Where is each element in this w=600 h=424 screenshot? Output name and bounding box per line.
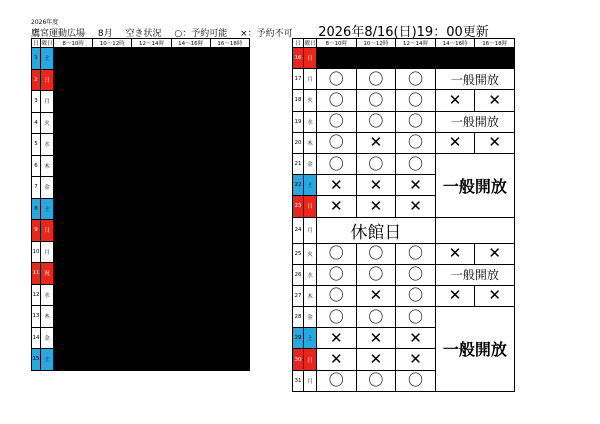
weekday-cell: 金 bbox=[41, 177, 54, 199]
slot-available: 〇 bbox=[396, 153, 436, 174]
table-row bbox=[32, 220, 250, 242]
fiscal-year-label: 2026年度 bbox=[31, 19, 59, 26]
day-cell: 7 bbox=[32, 177, 41, 199]
day-cell: 23 bbox=[293, 196, 304, 217]
slot-unavailable: ✕ bbox=[435, 285, 475, 306]
weekday-cell: 木 bbox=[41, 155, 54, 177]
weekday-cell: 月 bbox=[41, 241, 54, 263]
weekday-cell: 土 bbox=[41, 48, 54, 70]
day-cell: 5 bbox=[32, 134, 41, 156]
weekday-cell: 日 bbox=[41, 69, 54, 91]
weekday-cell: 水 bbox=[41, 134, 54, 156]
slot-unavailable: ✕ bbox=[435, 132, 475, 153]
updated-timestamp: 2026年8/16(日)19：00更新 bbox=[318, 25, 489, 40]
general-open-cell: 一般開放 bbox=[435, 69, 514, 90]
table-row bbox=[293, 153, 515, 174]
weekday-cell: 水 bbox=[41, 284, 54, 306]
blocked-cell bbox=[54, 198, 250, 220]
weekday-cell: 木 bbox=[304, 285, 317, 306]
slot-unavailable: ✕ bbox=[356, 132, 396, 153]
day-cell: 24 bbox=[293, 217, 304, 243]
day-cell: 3 bbox=[32, 91, 41, 113]
slot-available: 〇 bbox=[317, 264, 357, 285]
slot-unavailable: ✕ bbox=[317, 196, 357, 217]
table-row bbox=[32, 241, 250, 263]
slot-unavailable: ✕ bbox=[317, 328, 357, 349]
general-open-cell: 一般開放 bbox=[435, 307, 514, 392]
weekday-cell: 月 bbox=[304, 217, 317, 243]
day-cell: 6 bbox=[32, 155, 41, 177]
col-header-slot: 12～14時 bbox=[132, 39, 171, 48]
weekday-cell: 月 bbox=[41, 91, 54, 113]
weekday-cell: 土 bbox=[304, 175, 317, 196]
day-cell: 22 bbox=[293, 175, 304, 196]
availability-table-second-half bbox=[292, 38, 515, 392]
slot-unavailable: ✕ bbox=[396, 349, 436, 370]
weekday-cell: 水 bbox=[304, 111, 317, 132]
slot-unavailable: ✕ bbox=[356, 285, 396, 306]
blocked-cell bbox=[54, 263, 250, 285]
slot-available: 〇 bbox=[356, 370, 396, 391]
slot-available: 〇 bbox=[396, 111, 436, 132]
table-row bbox=[32, 284, 250, 306]
table-row bbox=[32, 327, 250, 349]
status-title: 空き状況 bbox=[125, 29, 162, 39]
weekday-cell: 火 bbox=[41, 112, 54, 134]
day-cell: 9 bbox=[32, 220, 41, 242]
slot-available: 〇 bbox=[356, 307, 396, 328]
table-row bbox=[293, 90, 515, 111]
slot-unavailable: ✕ bbox=[356, 349, 396, 370]
slot-available: 〇 bbox=[396, 90, 436, 111]
blocked-cell bbox=[54, 284, 250, 306]
availability-table-first-half bbox=[31, 38, 250, 371]
blocked-cell bbox=[54, 220, 250, 242]
blocked-cell bbox=[54, 327, 250, 349]
general-open-cell: 一般開放 bbox=[435, 111, 514, 132]
blocked-cell bbox=[54, 155, 250, 177]
blocked-cell bbox=[54, 91, 250, 113]
empty-cell bbox=[435, 217, 514, 243]
day-cell: 4 bbox=[32, 112, 41, 134]
col-header-slot: 10～12時 bbox=[93, 39, 132, 48]
weekday-cell: 木 bbox=[41, 306, 54, 328]
weekday-cell: 土 bbox=[304, 328, 317, 349]
slot-available: 〇 bbox=[356, 90, 396, 111]
day-cell: 13 bbox=[32, 306, 41, 328]
table-row bbox=[32, 306, 250, 328]
slot-unavailable: ✕ bbox=[475, 243, 515, 264]
table-row bbox=[32, 91, 250, 113]
facility-name: 鷹宮運動広場 bbox=[31, 29, 86, 39]
blocked-cell bbox=[54, 241, 250, 263]
slot-available: 〇 bbox=[356, 69, 396, 90]
blocked-cell bbox=[54, 306, 250, 328]
blocked-cell bbox=[54, 349, 250, 371]
slot-available: 〇 bbox=[356, 243, 396, 264]
table-row bbox=[32, 177, 250, 199]
col-header-slot: 10～12時 bbox=[356, 39, 396, 48]
table-row bbox=[293, 243, 515, 264]
blocked-cell bbox=[54, 112, 250, 134]
weekday-cell: 月 bbox=[304, 370, 317, 391]
legend-available: ○：予約可能 bbox=[174, 29, 228, 39]
slot-available: 〇 bbox=[317, 132, 357, 153]
slot-unavailable: ✕ bbox=[475, 90, 515, 111]
day-cell: 27 bbox=[293, 285, 304, 306]
month-label: 8月 bbox=[97, 29, 113, 39]
day-cell: 21 bbox=[293, 153, 304, 174]
slot-available: 〇 bbox=[317, 243, 357, 264]
slot-unavailable: ✕ bbox=[435, 243, 475, 264]
table-row bbox=[32, 198, 250, 220]
weekday-cell: 月 bbox=[304, 69, 317, 90]
table-row bbox=[293, 217, 515, 243]
day-cell: 17 bbox=[293, 69, 304, 90]
table-row bbox=[32, 134, 250, 156]
day-cell: 14 bbox=[32, 327, 41, 349]
table-header-row bbox=[32, 39, 250, 48]
slot-available: 〇 bbox=[396, 243, 436, 264]
table-row bbox=[293, 307, 515, 328]
day-cell: 12 bbox=[32, 284, 41, 306]
slot-unavailable: ✕ bbox=[435, 90, 475, 111]
table-row bbox=[293, 285, 515, 306]
slot-available: 〇 bbox=[317, 153, 357, 174]
weekday-cell: 金 bbox=[304, 153, 317, 174]
slot-unavailable: ✕ bbox=[475, 132, 515, 153]
day-cell: 28 bbox=[293, 307, 304, 328]
slot-available: 〇 bbox=[356, 153, 396, 174]
weekday-cell: 木 bbox=[304, 132, 317, 153]
day-cell: 2 bbox=[32, 69, 41, 91]
weekday-cell: 祝 bbox=[41, 263, 54, 285]
col-header-slot: 16～18時 bbox=[475, 39, 515, 48]
weekday-cell: 金 bbox=[304, 307, 317, 328]
day-cell: 11 bbox=[32, 263, 41, 285]
slot-available: 〇 bbox=[317, 370, 357, 391]
day-cell: 30 bbox=[293, 349, 304, 370]
table-row bbox=[293, 48, 515, 69]
legend-unavailable: ×：予約不可 bbox=[240, 29, 293, 39]
weekday-cell: 土 bbox=[41, 198, 54, 220]
closed-day-cell: 休館日 bbox=[317, 217, 436, 243]
weekday-cell: 日 bbox=[304, 48, 317, 69]
slot-available: 〇 bbox=[396, 285, 436, 306]
blocked-cell bbox=[54, 48, 250, 70]
slot-unavailable: ✕ bbox=[475, 285, 515, 306]
slot-available: 〇 bbox=[396, 264, 436, 285]
blocked-cell bbox=[54, 69, 250, 91]
table-row bbox=[32, 263, 250, 285]
table-row bbox=[293, 132, 515, 153]
slot-available: 〇 bbox=[317, 69, 357, 90]
day-cell: 15 bbox=[32, 349, 41, 371]
slot-available: 〇 bbox=[317, 90, 357, 111]
general-open-cell: 一般開放 bbox=[435, 264, 514, 285]
day-cell: 16 bbox=[293, 48, 304, 69]
slot-available: 〇 bbox=[317, 285, 357, 306]
col-header-slot: 12～14時 bbox=[396, 39, 436, 48]
table-row bbox=[32, 112, 250, 134]
slot-available: 〇 bbox=[396, 370, 436, 391]
col-header-weekday: 曜日 bbox=[304, 39, 317, 48]
general-open-cell: 一般開放 bbox=[435, 153, 514, 217]
col-header-slot: 8～10時 bbox=[54, 39, 93, 48]
table-row bbox=[293, 264, 515, 285]
col-header-weekday: 曜日 bbox=[41, 39, 54, 48]
day-cell: 19 bbox=[293, 111, 304, 132]
slot-unavailable: ✕ bbox=[317, 175, 357, 196]
weekday-cell: 火 bbox=[304, 90, 317, 111]
slot-unavailable: ✕ bbox=[396, 328, 436, 349]
slot-available: 〇 bbox=[317, 111, 357, 132]
slot-unavailable: ✕ bbox=[356, 175, 396, 196]
day-cell: 20 bbox=[293, 132, 304, 153]
col-header-slot: 14～16時 bbox=[171, 39, 210, 48]
slot-unavailable: ✕ bbox=[396, 196, 436, 217]
weekday-cell: 火 bbox=[304, 243, 317, 264]
slot-available: 〇 bbox=[317, 307, 357, 328]
slot-available: 〇 bbox=[396, 307, 436, 328]
col-header-slot: 14～16時 bbox=[435, 39, 475, 48]
day-cell: 10 bbox=[32, 241, 41, 263]
day-cell: 1 bbox=[32, 48, 41, 70]
col-header-day: 日 bbox=[293, 39, 304, 48]
day-cell: 25 bbox=[293, 243, 304, 264]
col-header-slot: 8～10時 bbox=[317, 39, 357, 48]
weekday-cell: 日 bbox=[41, 220, 54, 242]
day-cell: 29 bbox=[293, 328, 304, 349]
weekday-cell: 日 bbox=[304, 196, 317, 217]
table-row bbox=[293, 69, 515, 90]
blocked-cell bbox=[54, 134, 250, 156]
day-cell: 26 bbox=[293, 264, 304, 285]
table-row bbox=[32, 69, 250, 91]
table-header-row bbox=[293, 39, 515, 48]
slot-available: 〇 bbox=[356, 111, 396, 132]
slot-available: 〇 bbox=[396, 132, 436, 153]
table-row bbox=[32, 349, 250, 371]
day-cell: 8 bbox=[32, 198, 41, 220]
day-cell: 31 bbox=[293, 370, 304, 391]
slot-unavailable: ✕ bbox=[396, 175, 436, 196]
blocked-cell bbox=[54, 177, 250, 199]
slot-available: 〇 bbox=[356, 264, 396, 285]
slot-available: 〇 bbox=[396, 69, 436, 90]
table-row bbox=[293, 111, 515, 132]
table-row bbox=[32, 48, 250, 70]
slot-unavailable: ✕ bbox=[317, 349, 357, 370]
slot-unavailable: ✕ bbox=[356, 328, 396, 349]
weekday-cell: 金 bbox=[41, 327, 54, 349]
weekday-cell: 土 bbox=[41, 349, 54, 371]
day-cell: 18 bbox=[293, 90, 304, 111]
weekday-cell: 日 bbox=[304, 349, 317, 370]
weekday-cell: 水 bbox=[304, 264, 317, 285]
slot-unavailable: ✕ bbox=[356, 196, 396, 217]
table-row bbox=[32, 155, 250, 177]
col-header-slot: 16～18時 bbox=[210, 39, 249, 48]
blocked-cell bbox=[317, 48, 515, 69]
col-header-day: 日 bbox=[32, 39, 41, 48]
